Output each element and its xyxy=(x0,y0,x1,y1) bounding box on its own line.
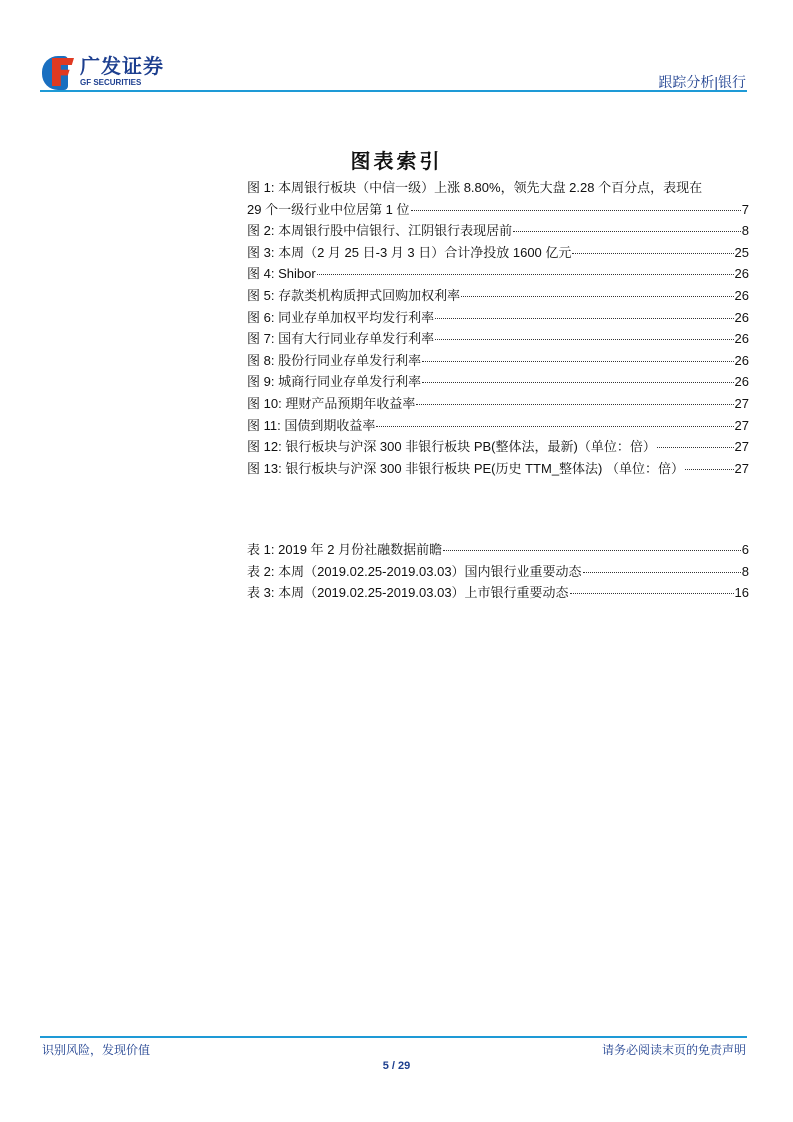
entry-label: 图 10: xyxy=(247,395,282,411)
entry-title: 国有大行同业存单发行利率 xyxy=(278,331,435,347)
toc-entry[interactable] xyxy=(247,561,749,583)
entry-label: 图 7: xyxy=(247,331,275,347)
entry-page: 8 xyxy=(741,563,749,579)
toc-entry[interactable] xyxy=(247,307,749,329)
entry-title: 银行板块与沪深 300 非银行板块 PB(整体法，最新)（单位：倍） xyxy=(285,439,656,455)
entry-page: 26 xyxy=(734,309,749,325)
dot-leader xyxy=(461,296,733,297)
dot-leader xyxy=(443,550,741,551)
entry-page: 26 xyxy=(734,374,749,390)
entry-label: 表 1: xyxy=(247,542,275,557)
toc-entry[interactable] xyxy=(247,285,749,307)
entry-label: 表 3: xyxy=(247,585,275,601)
page-title: 图表索引 xyxy=(350,151,443,173)
entry-title: 本周银行股中信银行、江阴银行表现居前 xyxy=(278,223,513,239)
entry-page: 26 xyxy=(734,352,749,368)
entry-page: 26 xyxy=(734,266,749,282)
entry-title: 城商行同业存单发行利率 xyxy=(278,374,422,390)
entry-page: 27 xyxy=(734,417,749,433)
entry-title: 理财产品预期年收益率 xyxy=(285,395,416,411)
entry-title: 国债到期收益率 xyxy=(284,417,376,433)
entry-label: 图 4: xyxy=(247,266,275,282)
dot-leader xyxy=(570,593,734,594)
entry-label: 图 9: xyxy=(247,374,275,390)
entry-title: 银行板块与沪深 300 非银行板块 PE(历史 TTM_整体法) （单位：倍） xyxy=(285,460,685,476)
toc-entry[interactable] xyxy=(247,415,749,437)
table-index xyxy=(247,539,749,604)
entry-title: 29 个一级行业中位居第 1 位 xyxy=(247,201,410,217)
toc-entry[interactable] xyxy=(247,458,749,480)
toc-entry[interactable] xyxy=(247,263,749,285)
dot-leader xyxy=(422,382,733,383)
entry-label: 图 13: xyxy=(247,460,282,476)
entry-title: Shibor xyxy=(278,266,316,282)
dot-leader xyxy=(435,339,733,340)
entry-title: 本周银行板块（中信一级）上涨 8.80%，领先大盘 2.28 个百分点，表现在 xyxy=(278,180,703,195)
dot-leader xyxy=(685,469,734,470)
entry-label: 图 5: xyxy=(247,287,275,303)
entry-title: 同业存单加权平均发行利率 xyxy=(278,309,435,325)
entry-label: 图 2: xyxy=(247,223,275,239)
entry-page: 6 xyxy=(741,542,749,557)
dot-leader xyxy=(376,426,733,427)
dot-leader xyxy=(513,231,741,232)
figure-index xyxy=(247,177,749,479)
entry-page: 16 xyxy=(734,585,749,601)
entry-label: 图 1: xyxy=(247,180,275,195)
toc-entry[interactable] xyxy=(247,220,749,242)
footer-disclaimer: 请务必阅读末页的免责声明 xyxy=(601,1043,746,1057)
toc-entry[interactable] xyxy=(247,393,749,415)
dot-leader xyxy=(657,447,734,448)
entry-page: 27 xyxy=(734,460,749,476)
entry-page: 27 xyxy=(734,395,749,411)
entry-label: 表 2: xyxy=(247,563,275,579)
toc-entry[interactable] xyxy=(247,582,749,604)
entry-label: 图 3: xyxy=(247,244,275,260)
toc-entry-continued[interactable] xyxy=(247,199,749,221)
toc-entry[interactable] xyxy=(247,242,749,264)
dot-leader xyxy=(572,253,733,254)
dot-leader xyxy=(583,572,741,573)
header-section: 跟踪分析|银行 xyxy=(658,74,746,90)
entry-page: 27 xyxy=(734,439,749,455)
dot-leader xyxy=(422,361,733,362)
footer-slogan: 识别风险，发现价值 xyxy=(42,1043,151,1057)
entry-label: 图 6: xyxy=(247,309,275,325)
entry-label: 图 11: xyxy=(247,417,281,433)
dot-leader xyxy=(317,274,734,275)
toc-entry[interactable] xyxy=(247,539,749,561)
toc-entry[interactable] xyxy=(247,371,749,393)
entry-page: 26 xyxy=(734,287,749,303)
entry-page: 25 xyxy=(734,244,749,260)
entry-title: 存款类机构质押式回购加权利率 xyxy=(278,287,461,303)
header-divider xyxy=(40,90,747,92)
toc-entry[interactable] xyxy=(247,177,749,199)
toc-entry[interactable] xyxy=(247,436,749,458)
gf-securities-logo xyxy=(42,54,164,90)
page-number: 5 / 29 xyxy=(382,1060,411,1072)
entry-page: 7 xyxy=(741,201,749,217)
dot-leader xyxy=(435,318,733,319)
entry-title: 股份行同业存单发行利率 xyxy=(278,352,422,368)
entry-page: 8 xyxy=(741,223,749,239)
entry-title: 本周（2 月 25 日-3 月 3 日）合计净投放 1600 亿元 xyxy=(278,244,572,260)
toc-entry[interactable] xyxy=(247,350,749,372)
entry-title: 本周（2019.02.25-2019.03.03）上市银行重要动态 xyxy=(278,585,569,601)
entry-title: 2019 年 2 月份社融数据前瞻 xyxy=(278,542,443,557)
logo-en: GF SECURITIES xyxy=(80,78,142,87)
logo-icon xyxy=(42,54,76,90)
logo-cn: 广发证券 xyxy=(80,56,164,78)
entry-label: 图 8: xyxy=(247,352,275,368)
entry-label: 图 12: xyxy=(247,439,282,455)
dot-leader xyxy=(416,404,733,405)
toc-entry[interactable] xyxy=(247,328,749,350)
footer-divider xyxy=(40,1036,747,1038)
entry-title: 本周（2019.02.25-2019.03.03）国内银行业重要动态 xyxy=(278,563,582,579)
entry-page: 26 xyxy=(734,331,749,347)
